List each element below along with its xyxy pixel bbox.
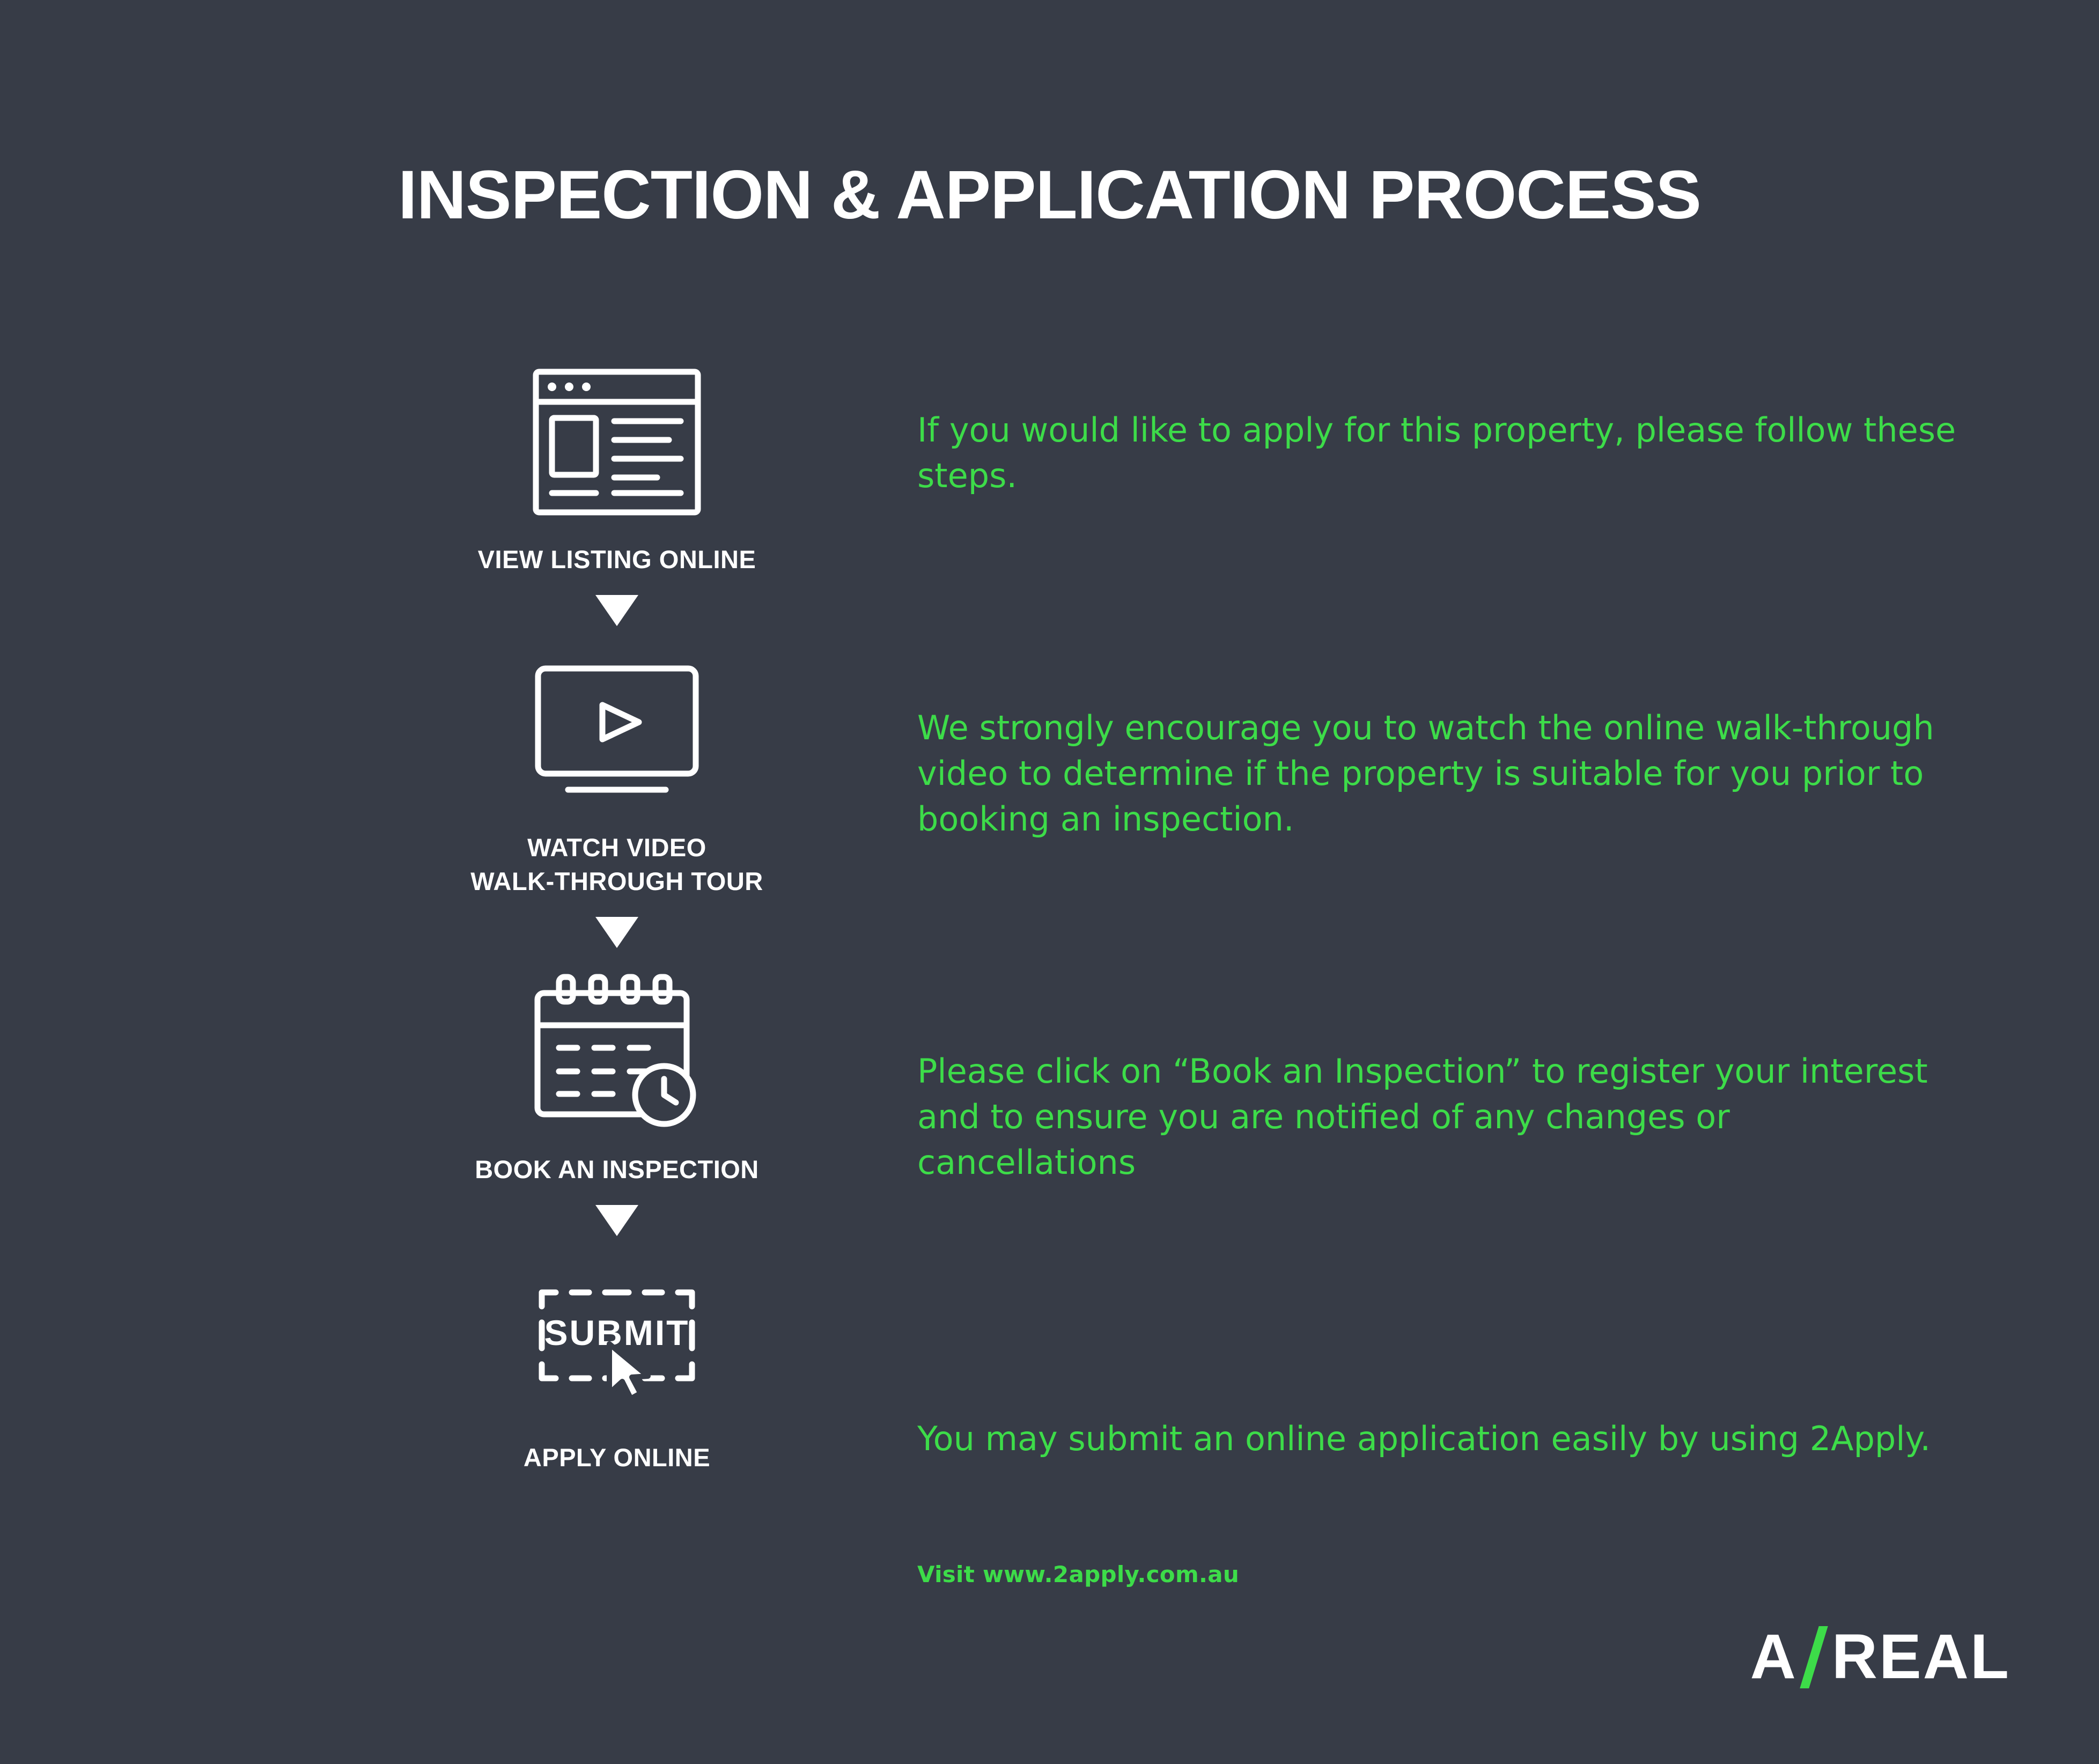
step-label-view-listing: VIEW LISTING ONLINE [477,545,756,574]
step-label-book-inspection: BOOK AN INSPECTION [475,1155,759,1184]
step-label-watch-video [333,831,901,899]
flow-arrow-1 [333,595,901,626]
calendar-clock-icon [333,964,901,1141]
logo-wordmark: REAL [1831,1621,2010,1692]
flow-arrow-3 [333,1205,901,1236]
svg-text:SUBMIT: SUBMIT [544,1312,690,1353]
logo-slash-icon [1796,1625,1832,1688]
copy-step-2: We strongly encourage you to watch the online walk-through video to determine if the property is suitable for you prior to booking an inspection. [917,708,1934,839]
visit-link[interactable]: Visit www.2apply.com.au [917,1561,1240,1587]
copy-step-4: You may submit an online application easily by using 2Apply. [917,1419,1931,1458]
flow-arrow-2 [333,917,901,948]
video-play-icon [333,642,901,819]
step-label-watch-video-line2: WALK-THROUGH TOUR [470,866,763,895]
browser-listing-icon [333,354,901,531]
copy-step-1: If you would like to apply for this property, please follow these steps. [917,410,1956,495]
logo-letter-a: A [1750,1621,1796,1692]
submit-cursor-icon [333,1252,901,1429]
step-label-apply-online: APPLY ONLINE [523,1443,711,1472]
step-apply-online [333,1252,901,1475]
page-title: INSPECTION & APPLICATION PROCESS [398,157,1701,233]
step-view-listing [333,354,901,577]
brand-logo [1750,1621,2010,1692]
copy-step-3: Please click on “Book an Inspection” to register your interest and to ensure you are notified of any changes or cancellations [917,1052,1928,1182]
step-book-inspection [333,964,901,1187]
step-watch-video [333,642,901,899]
step-label-watch-video-line1: WATCH VIDEO [527,833,706,862]
process-flow [333,354,901,1475]
